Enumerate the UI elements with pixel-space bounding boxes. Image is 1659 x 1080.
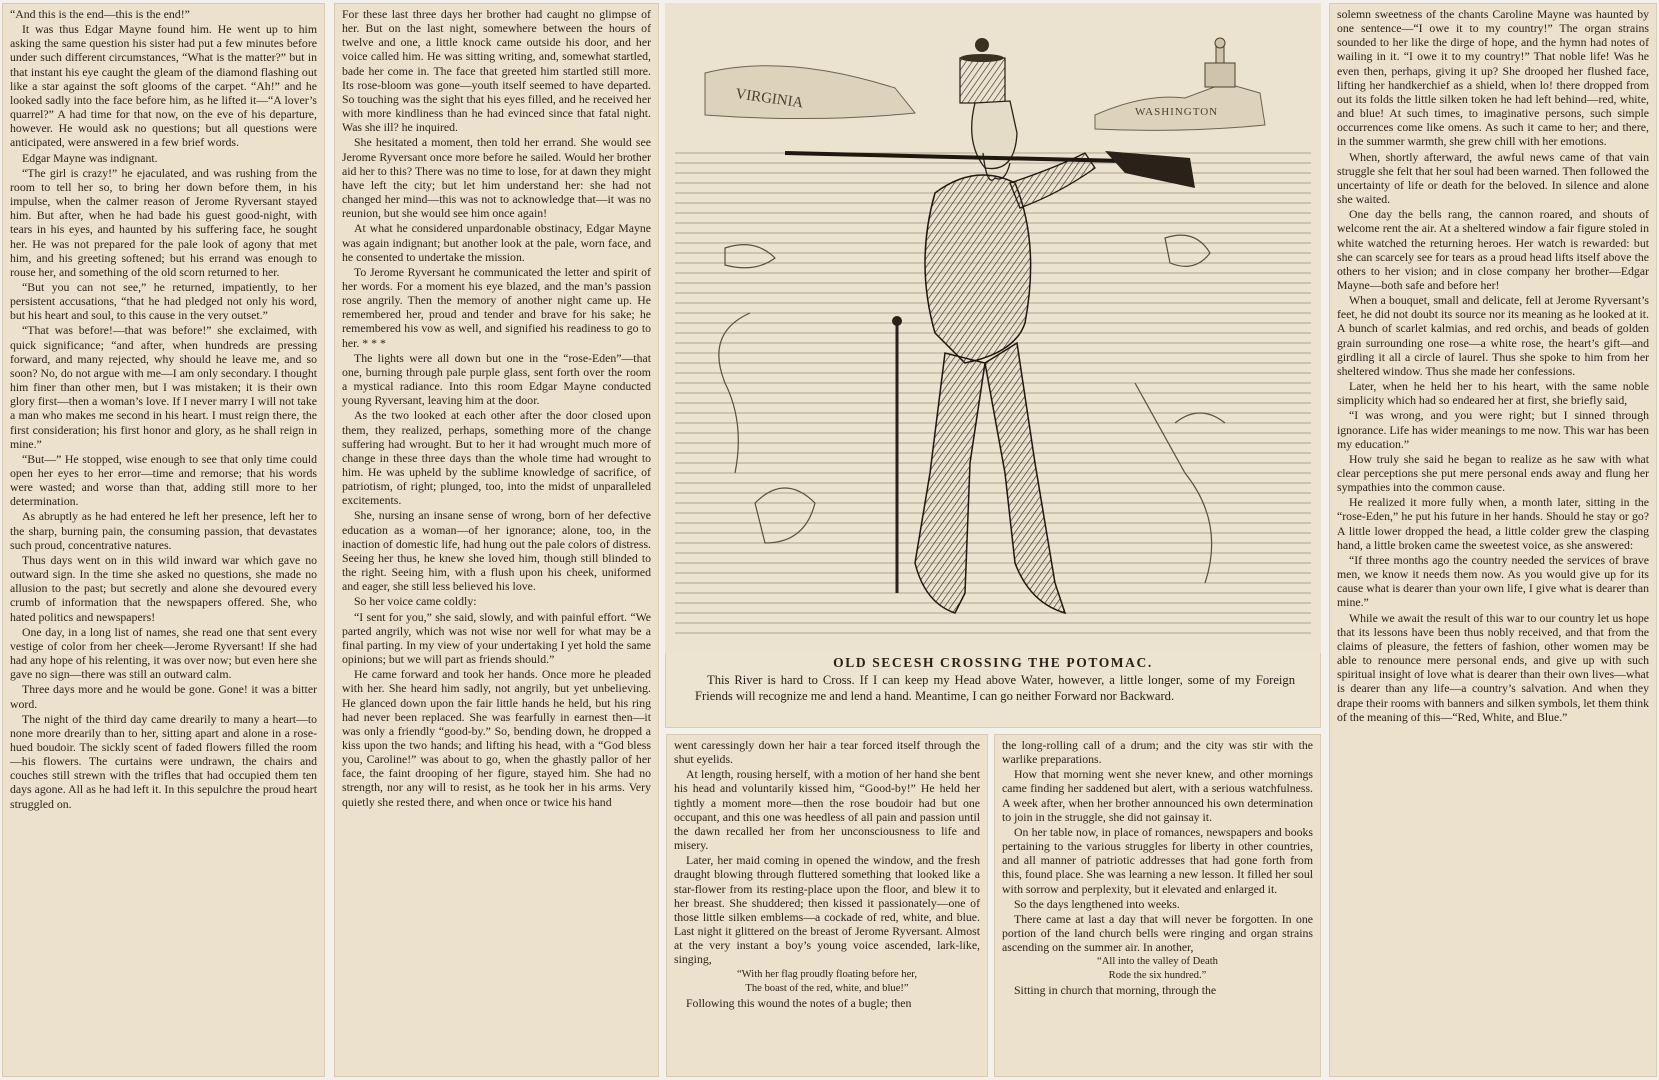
article-paragraph: Rode the six hundred.” <box>1108 970 1207 982</box>
article-paragraph: At length, rousing herself, with a motion of her hand she bent his head and voluntarily kissed him, “Good-by!” He held her tightly a moment more—then the rose boudoir had but one occupant, and this one was heedless of all pain and passion until the dawn recalled her from her unconsciousness to life and misery. <box>674 767 980 853</box>
article-paragraph: There came at last a day that will never be forgotten. In one portion of the land church bells were ringing and organ strains ascending on the summer air. In another, <box>1002 911 1313 955</box>
article-paragraph: One day the bells rang, the cannon roared, and shouts of welcome rent the air. At a sheltered window a fair figure stoled in white watched the returning heroes. Her watch is rewarded: but she can scarcely see for tears as a proud head lifts itself above the others to her vision; and in close company her brother—Edgar Mayne—both safe and before her! <box>1337 207 1649 292</box>
article-paragraph: “But—” He stopped, wise enough to see that only time could open her eyes to her error—time and remorse; that his words were wasted; and worse than that, adding still more to her determination. <box>10 451 317 509</box>
article-paragraph: At what he considered unpardonable obstinacy, Edgar Mayne was again indignant; but another look at the pale, worn face, and he consented to undertake the mission. <box>342 221 651 264</box>
article-paragraph: solemn sweetness of the chants Caroline Mayne was haunted by one sentence—“I owe it to my country!” The organ strains sounded to her like the dirge of hope, and the hymn had notes of wailing in it. “I owe it to my country!” That noble life! Was he even then, perhaps, giving it up? She drooped her flushed face, lifting her handkerchief as a shield, when lo! there dropped from out its folds the little silken token he had left behind—red, white, and blue! At such times, to imaginative persons, such simple occurrences come like omens. As such it came to her; and there, in the summer warmth, she grew chill with her emotions. <box>1337 7 1649 149</box>
virginia-label: VIRGINIA <box>734 86 805 112</box>
article-paragraph: As the two looked at each other after the door closed upon them, they realized, perhaps, something more of the change suffering had wrought. But to her it had wrought much more of change in these three days than the whole time had wrought to him. He was upheld by the sublime knowledge of sacrifice, of patriotism, of right; plunged, too, into the midst of unparalleled excitements. <box>342 408 651 508</box>
cartoon-title: OLD SECESH CROSSING THE POTOMAC. <box>833 655 1153 670</box>
article-paragraph: As abruptly as he had entered he left her presence, left her to the sharp, burning pain, the consuming passion, that devastates such proud, concentrative natures. <box>10 509 317 552</box>
illustration-panel <box>665 3 1321 728</box>
article-paragraph: Sitting in church that morning, through the <box>1014 983 1217 998</box>
article-paragraph: To Jerome Ryversant he communicated the letter and spirit of her words. For a moment his eye blazed, and the man’s passion rose angrily. Then the memory of another night came up. He remembered her, proud and tender and brave for his sake; he remembered his vow as well, and signified his readiness to go to her. * * * <box>342 264 651 350</box>
article-paragraph: He came forward and took her hands. Once more he pleaded with her. She heard him sadly, not angrily, but yet unbelieving. He glanced down upon the fair little hands he held, but his ring had never been replaced. She was fearfully in earnest then—it was only a friendly “good-by.” So, bending down, he dropped a kiss upon the two hands; and lifting his head, with a “God bless you, Caroline!” was about to go, when the ghastly pallor of her face, the faint drooping of her figure, stayed him. She had no strength, nor any will to resist, as he took her in his arms. Very quietly she rested there, and when once or twice his hand <box>342 667 651 809</box>
article-paragraph: Later, when he held her to his heart, with the same noble simplicity which had so endeared her at first, she briefly said, <box>1337 379 1649 408</box>
article-paragraph: She hesitated a moment, then told her errand. She would see Jerome Ryversant once more before he sailed. Would her brother aid her to this? There was no time to lose, for at dawn they might have left the city; but let him understand her: she had not changed her mind—this was not to acknowledge that—it was no reunion, but she would see him once again! <box>342 135 651 221</box>
text-column-3 <box>666 734 988 1077</box>
article-paragraph: One day, in a long list of names, she read one that sent every vestige of color from her cheek—Jerome Ryversant! If she had had any hope of his relenting, it was over now; but even here she gave no sign—there was still an outward calm. <box>10 624 317 682</box>
article-paragraph: “And this is the end—this is the end!” <box>10 7 190 21</box>
article-paragraph: He realized it more fully when, a month later, sitting in the “rose-Eden,” he put his future in her hands. Should he stay or go? A little lower dropped the head, a little colder grew the clasping hand, a little broken came the sweetest voice, as she answered: <box>1337 495 1649 552</box>
article-paragraph: For these last three days her brother had caught no glimpse of her. But on the last night, somewhere between the hours of twelve and one, a little knock came outside his door, and her voice called him. He was sitting writing, and, somewhat startled, bade her come in. The face that greeted him startled still more. Its rose-bloom was gone—youth itself seemed to have departed. So touching was the sight that his eyes filled, and he received her with more kindliness than he had evinced since that fatal night. Was she ill? he inquired. <box>342 7 651 135</box>
cartoon-illustration <box>665 3 1321 653</box>
text-column-2 <box>334 3 659 1077</box>
article-paragraph: So her voice came coldly: <box>354 594 477 609</box>
text-column-4 <box>994 734 1321 1077</box>
article-paragraph: So the days lengthened into weeks. <box>1014 896 1180 911</box>
article-paragraph: The boast of the red, white, and blue!” <box>745 982 909 994</box>
article-paragraph: “That was before!—that was before!” she exclaimed, with quick significance; “and after, when hundreds are pressing forward, and many rejected, why should he leave me, and so soon? No, do not argue with me—I am only secondary. I thought him finer than other men, but I was mistaken; it is their own glory first—then a woman’s love. If I never marry I will not take a man who makes me second in his heart. I must reign there, the first consideration; his first honor and glory, as he shall reign in mine.” <box>10 323 317 451</box>
article-paragraph: went caressingly down her hair a tear forced itself through the shut eyelids. <box>674 738 980 767</box>
article-paragraph: How truly she said he began to realize as he saw with what clear perceptions she put mere personal ends away and flung her sympathies into the common cause. <box>1337 451 1649 495</box>
article-paragraph: the long-rolling call of a drum; and the city was stir with the warlike preparations. <box>1002 738 1313 767</box>
article-paragraph: Three days more and he would be gone. Gone! it was a bitter word. <box>10 682 317 711</box>
article-paragraph: Thus days went on in this wild inward war which gave no outward sign. In the time she asked no questions, she made no allusion to the past; but secretly and alone she devoured every crumb of information that the newspapers offered. She, who hated politics and newspapers! <box>10 552 317 624</box>
article-paragraph: She, nursing an insane sense of wrong, born of her defective education as a woman—of her ignorance; alone, too, in the inaction of domestic life, had hung out the pale colors of distress. Seeing her thus, he knew she loved him, though still blinded to the right. Seeing him, with a flush upon his cheek, uniformed and eager, she still less believed his love. <box>342 508 651 594</box>
cartoon-caption: This River is hard to Cross. If I can keep my Head above Water, however, a little longer, some of my Foreign Friends will recognize me and lend a hand. Meantime, I can go neither Forward nor Backward. <box>695 673 1295 703</box>
article-paragraph: Edgar Mayne was indignant. <box>22 150 158 165</box>
article-paragraph: When, shortly afterward, the awful news came of that vain struggle she felt that her soul had been warned. Then followed the uncertainty of life or death for the beloved. In silence and alone she waited. <box>1337 149 1649 207</box>
article-paragraph: “I sent for you,” she said, slowly, and with painful effort. “We parted angrily, which was not wise nor well for what may be a final parting. In my view of your undertaking I yet hold the same opinions; but we will part as friends should.” <box>342 609 651 667</box>
text-column-5 <box>1329 3 1657 1077</box>
article-paragraph: “The girl is crazy!” he ejaculated, and was rushing from the room to tell her so, to bring her down before them, in his impulse, when the calmer reason of Jerome Ryversant stayed him. But after, when he had bade his guest good-night, with tears in his eyes, and haunted by his suffering face, he sought her. He was not prepared for the pale look of agony that met him, and his greeting softened; but his errand was enough to rouse her, and something of the old scorn returned to her. <box>10 165 317 279</box>
article-paragraph: “If three months ago the country needed the services of brave men, we know it needs them now. As you would give up for its cause what is dearer than your own life, I give what is dearer than mine.” <box>1337 552 1649 610</box>
text-column-1 <box>2 3 325 1077</box>
article-paragraph: “With her flag proudly floating before her, <box>736 968 918 980</box>
article-paragraph: The night of the third day came drearily to many a heart—to none more drearily than to her, sitting apart and alone in a rose-hued boudoir. The sickly scent of faded flowers filled the room—his flowers. The curtains were undrawn, the chairs and couches still strewn with the trifles that had occupied them ten days agone. All as he had left it. In this sepulchre the proud heart struggled on. <box>10 711 317 811</box>
article-paragraph: The lights were all down but one in the “rose-Eden”—that one, burning through pale purple glass, sent forth over the room a mystical radiance. Into this room Edgar Mayne conducted young Ryversant, leaving him at the door. <box>342 350 651 408</box>
article-paragraph: On her table now, in place of romances, newspapers and books pertaining to the various struggles for liberty in other countries, and all manner of patriotic addresses that had gone forth from this, found place. She was learning a new lesson. It filled her soul with sorrow and perplexity, but it elevated and enlarged it. <box>1002 824 1313 896</box>
article-paragraph: Following this wound the notes of a bugle; then <box>686 995 912 1010</box>
article-paragraph: Later, her maid coming in opened the window, and the fresh draught blowing through fluttered something that looked like a star-flower from its resting-place upon the floor, and blew it to her breast. She shuddered; then kissed it passionately—one of those little silken emblems—a cockade of red, white, and blue. Last night it glittered on the breast of Jerome Ryversant. Almost at the very instant a boy’s young voice ascended, lark-like, singing, <box>674 853 980 967</box>
article-paragraph: “All into the valley of Death <box>1097 956 1218 968</box>
article-paragraph: It was thus Edgar Mayne found him. He went up to him asking the same question his sister had put a few minutes before under such different circumstances, “What is the matter?” but in that instant his eye caught the gleam of the diamond flashing out like a star against the soft glooms of the carpet. “Ah!” and he looked sadly into the face before him, as he lifted it—“A lover’s quarrel?” A had time for that now, on the eve of his departure, however. He would ask no questions; but all questions were anticipated, were answered in a few brief words. <box>10 22 317 150</box>
article-paragraph: “But you can not see,” he returned, impatiently, to her persistent accusations, “that he had pledged not only his word, but his heart and soul, to this cause in the very outset.” <box>10 279 317 323</box>
article-paragraph: How that morning went she never knew, and other mornings came finding her saddened but alert, with a serious watchfulness. A week after, when her brother announced his own determination to join in the struggle, she did not gainsay it. <box>1002 767 1313 824</box>
washington-label: WASHINGTON <box>1135 106 1219 118</box>
article-paragraph: While we await the result of this war to our country let us hope that its lessons have been thus nobly received, and that from the claims of pleasure, the fetters of fashion, other women may be able to renounce mere personal ends, and give up with such spiritual insight of love what is dearer than their own lives—what is dearer than any life—a country’s salvation. And when they drape their rooms with banners and silken symbols, let them think of the meaning of this—“Red, White, and Blue.” <box>1337 610 1649 724</box>
article-paragraph: When a bouquet, small and delicate, fell at Jerome Ryversant’s feet, he did not doubt its source nor its meaning as he looked at it. A bunch of scarlet kalmias, and red orchis, and beads of golden grain surrounding one rose—a white rose, the heart’s gift—and girdling it all a circle of laurel. Thus she spoke to him from her sheltered window. Thus she made her confessions. <box>1337 293 1649 378</box>
article-paragraph: “I was wrong, and you were right; but I sinned through ignorance. Life has wider meanings to me now. This war has been my education.” <box>1337 408 1649 451</box>
